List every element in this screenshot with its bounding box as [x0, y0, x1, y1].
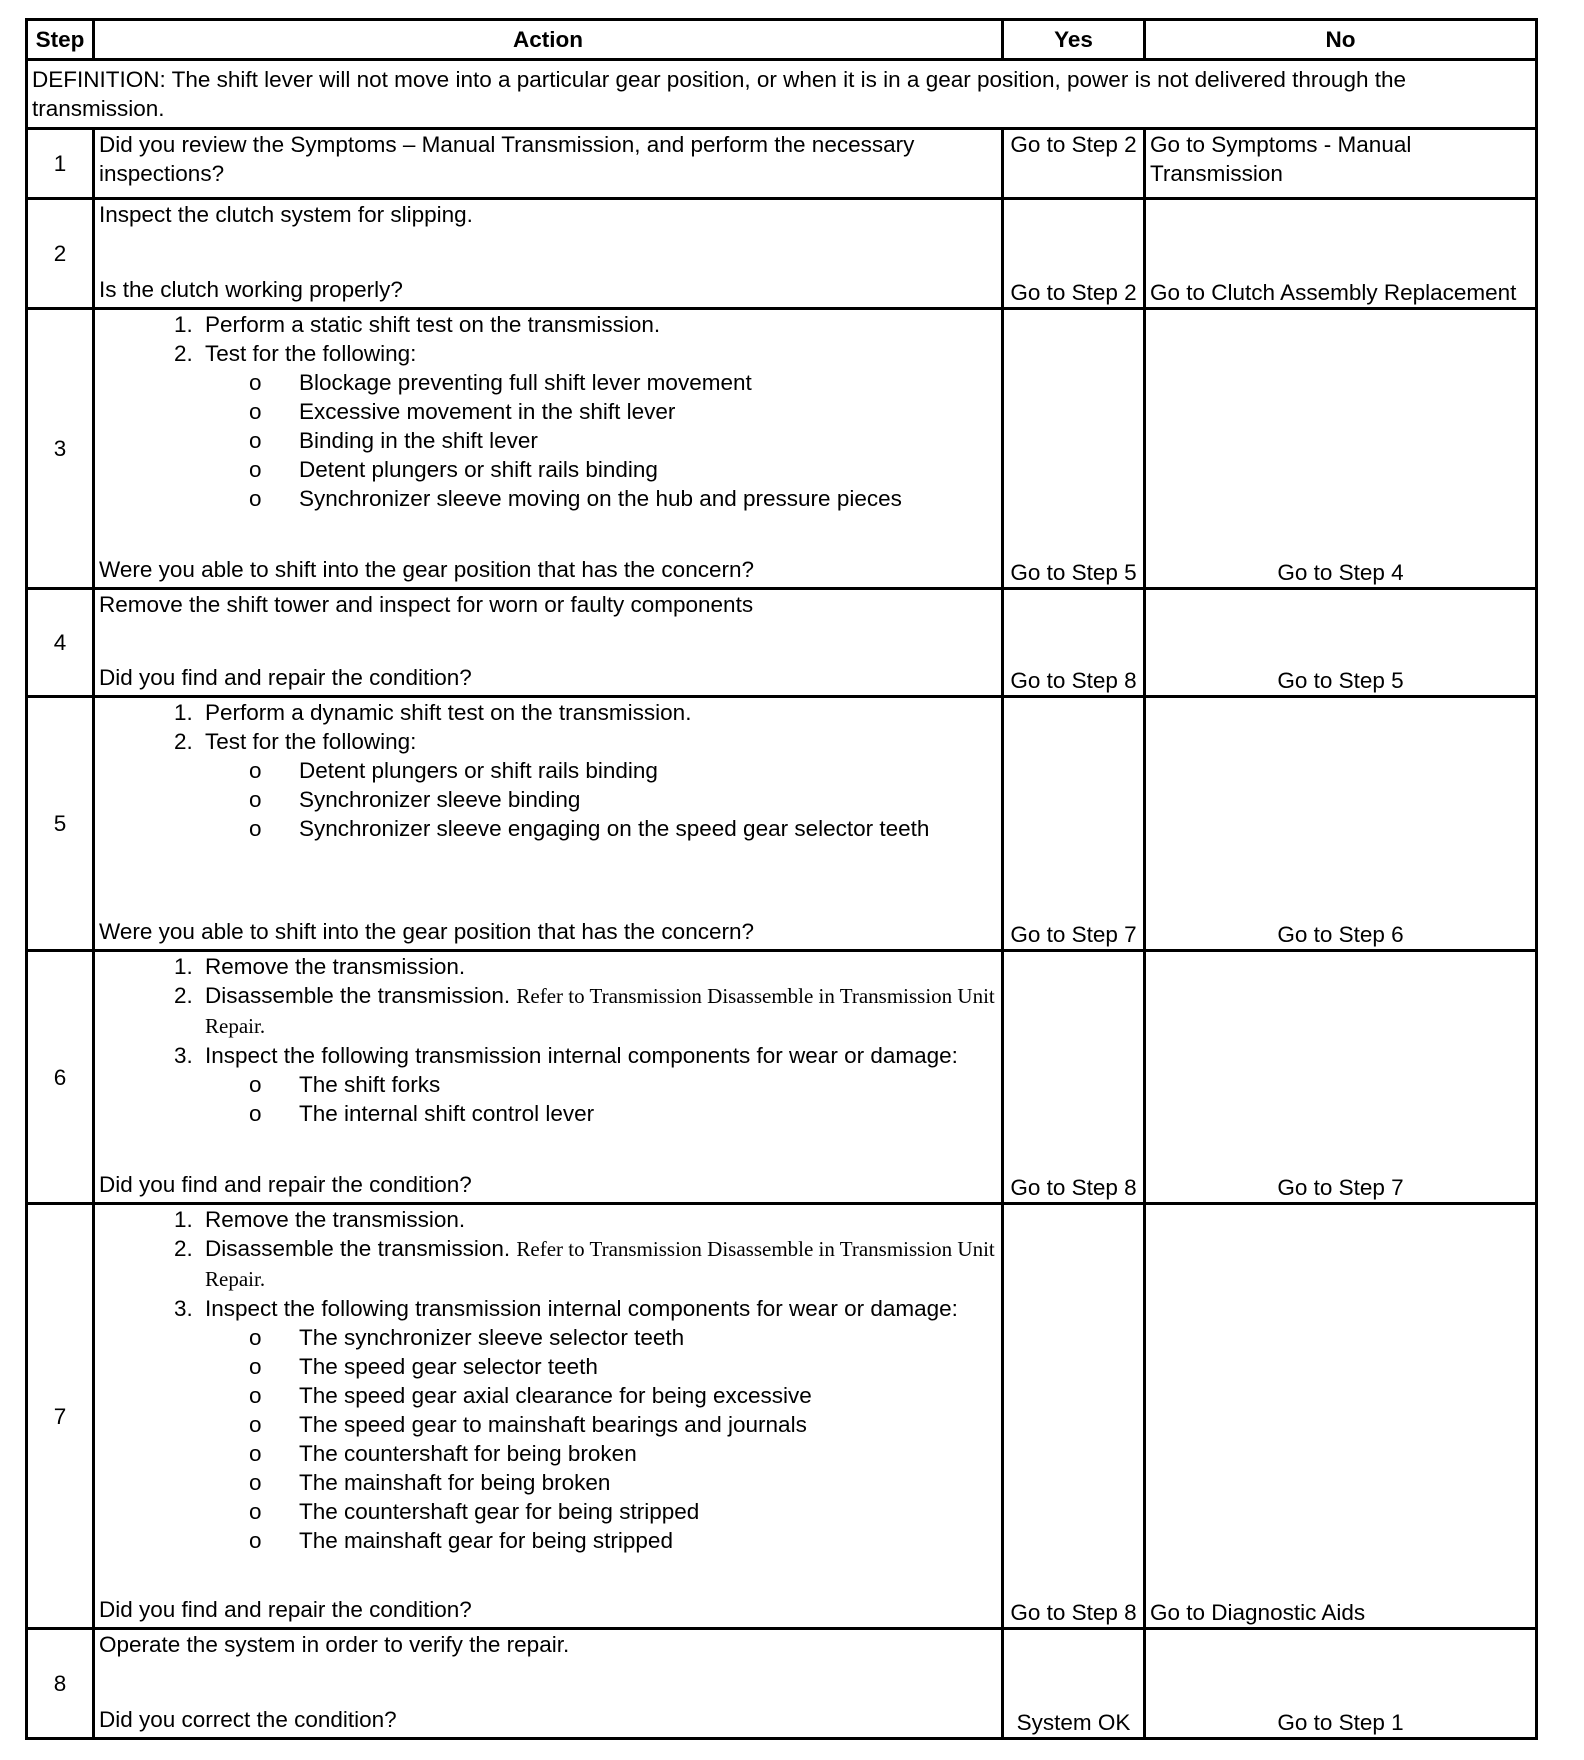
action-cell	[94, 951, 1003, 1204]
action-cell	[94, 697, 1003, 951]
yes-action: System OK	[1003, 1629, 1145, 1739]
bullet-item: o Excessive movement in the shift lever	[299, 397, 997, 426]
refer-text: Refer to Transmission Disassemble in Transmission Unit Repair.	[205, 1237, 995, 1291]
refer-text: Refer to Transmission Disassemble in Transmission Unit Repair.	[205, 984, 995, 1038]
action-cell	[94, 1629, 1003, 1739]
header-action: Action	[94, 20, 1003, 60]
table-row	[27, 951, 1537, 1204]
no-action: Go to Clutch Assembly Replacement	[1145, 199, 1537, 309]
step-number: 2	[27, 199, 94, 309]
bullet-item: o The mainshaft gear for being stripped	[299, 1526, 997, 1555]
action-question: Were you able to shift into the gear position that has the concern?	[99, 557, 754, 582]
step-number: 4	[27, 589, 94, 697]
table-row	[27, 589, 1537, 697]
action-cell	[94, 309, 1003, 589]
step-number: 1	[27, 129, 94, 199]
step-number: 7	[27, 1204, 94, 1629]
action-question: Were you able to shift into the gear position that has the concern?	[99, 919, 754, 944]
action-item: 1. Remove the transmission.	[199, 1205, 997, 1234]
table-row	[27, 309, 1537, 589]
step-number: 8	[27, 1629, 94, 1739]
action-item: 2. Test for the following:	[199, 339, 997, 368]
action-question: Did you find and repair the condition?	[99, 1172, 472, 1197]
bullet-item: o Synchronizer sleeve moving on the hub and pressure pieces	[299, 484, 997, 513]
action-item: 2. Disassemble the transmission. Refer to Transmission Disassemble in Transmission Unit Repair.	[199, 1234, 997, 1294]
yes-action: Go to Step 2	[1003, 199, 1145, 309]
no-action: Go to Step 4	[1145, 309, 1537, 589]
bullet-item: o Blockage preventing full shift lever movement	[299, 368, 997, 397]
table-row	[27, 199, 1537, 309]
action-intro: Inspect the clutch system for slipping.	[99, 202, 473, 227]
yes-action: Go to Step 8	[1003, 589, 1145, 697]
definition-row	[27, 60, 1537, 129]
action-intro: Remove the shift tower and inspect for worn or faulty components	[99, 592, 754, 617]
action-question: Did you find and repair the condition?	[99, 1597, 472, 1622]
action-question: Is the clutch working properly?	[99, 277, 403, 302]
bullet-item: o The speed gear to mainshaft bearings and journals	[299, 1410, 997, 1439]
bullet-item: o The speed gear selector teeth	[299, 1352, 997, 1381]
no-action: Go to Diagnostic Aids	[1145, 1204, 1537, 1629]
action-item: 1. Perform a static shift test on the transmission.	[199, 310, 997, 339]
diagnostic-table	[25, 18, 1538, 1740]
action-item: 3. Inspect the following transmission internal components for wear or damage:	[199, 1041, 997, 1070]
action-question: Did you correct the condition?	[99, 1707, 397, 1732]
yes-action: Go to Step 8	[1003, 1204, 1145, 1629]
action-cell	[94, 199, 1003, 309]
step-number: 6	[27, 951, 94, 1204]
bullet-item: o The shift forks	[299, 1070, 997, 1099]
action-question: Did you find and repair the condition?	[99, 665, 472, 690]
header-step: Step	[27, 20, 94, 60]
bullet-item: o The countershaft gear for being stripped	[299, 1497, 997, 1526]
yes-action: Go to Step 5	[1003, 309, 1145, 589]
yes-action: Go to Step 8	[1003, 951, 1145, 1204]
yes-action: Go to Step 2	[1003, 129, 1145, 199]
action-cell	[94, 589, 1003, 697]
action-intro: Operate the system in order to verify the repair.	[99, 1632, 570, 1657]
bullet-item: o The synchronizer sleeve selector teeth	[299, 1323, 997, 1352]
no-action: Go to Step 6	[1145, 697, 1537, 951]
table-row	[27, 1629, 1537, 1739]
action-question: Did you review the Symptoms – Manual Transmission, and perform the necessary inspections?	[94, 129, 1003, 199]
step-number: 5	[27, 697, 94, 951]
table-row	[27, 1204, 1537, 1629]
no-action: Go to Step 1	[1145, 1629, 1537, 1739]
bullet-item: o Detent plungers or shift rails binding	[299, 756, 997, 785]
bullet-item: o Synchronizer sleeve binding	[299, 785, 997, 814]
bullet-item: o The internal shift control lever	[299, 1099, 997, 1128]
bullet-item: o Detent plungers or shift rails binding	[299, 455, 997, 484]
header-yes: Yes	[1003, 20, 1145, 60]
header-no: No	[1145, 20, 1537, 60]
bullet-item: o The countershaft for being broken	[299, 1439, 997, 1468]
bullet-item: o The speed gear axial clearance for being excessive	[299, 1381, 997, 1410]
table-row	[27, 697, 1537, 951]
yes-action: Go to Step 7	[1003, 697, 1145, 951]
action-item: 2. Disassemble the transmission. Refer to Transmission Disassemble in Transmission Unit Repair.	[199, 981, 997, 1041]
bullet-item: o The mainshaft for being broken	[299, 1468, 997, 1497]
action-item: 2. Test for the following:	[199, 727, 997, 756]
action-item: 3. Inspect the following transmission internal components for wear or damage:	[199, 1294, 997, 1323]
bullet-item: o Binding in the shift lever	[299, 426, 997, 455]
table-row	[27, 129, 1537, 199]
no-action: Go to Step 7	[1145, 951, 1537, 1204]
action-item: 1. Perform a dynamic shift test on the transmission.	[199, 698, 997, 727]
bullet-item: o Synchronizer sleeve engaging on the speed gear selector teeth	[299, 814, 997, 843]
no-action: Go to Step 5	[1145, 589, 1537, 697]
definition: DEFINITION: The shift lever will not move into a particular gear position, or when it is in a gear position, power is not delivered through the transmission.	[27, 60, 1537, 129]
step-number: 3	[27, 309, 94, 589]
header-row	[27, 20, 1537, 60]
no-action: Go to Symptoms - Manual Transmission	[1145, 129, 1537, 199]
action-cell	[94, 1204, 1003, 1629]
action-item: 1. Remove the transmission.	[199, 952, 997, 981]
